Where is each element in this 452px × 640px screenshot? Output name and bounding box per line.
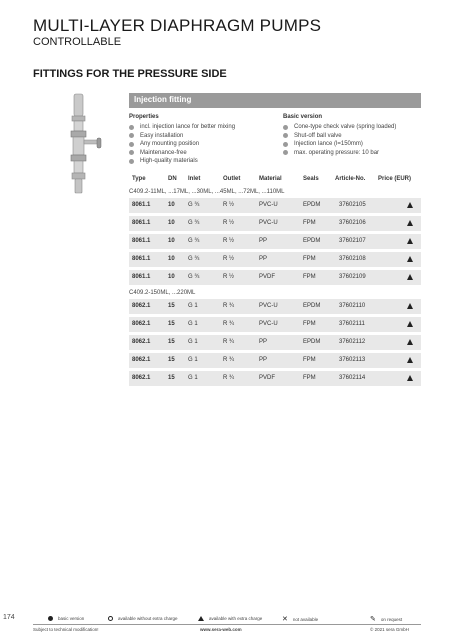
cell-seals: EPDM xyxy=(303,303,321,309)
header-inlet: Inlet xyxy=(188,176,201,182)
triangle-icon xyxy=(407,238,413,244)
list-item: incl. injection lance for better mixing xyxy=(129,123,235,132)
cell-inlet: G ¾ xyxy=(188,238,200,244)
section-title: FITTINGS FOR THE PRESSURE SIDE xyxy=(33,68,227,80)
table-row xyxy=(129,198,421,213)
legend-on-request: ✎ on request xyxy=(370,616,403,623)
cell-outlet: R ½ xyxy=(223,202,235,208)
triangle-icon xyxy=(407,202,413,208)
table-header xyxy=(129,176,421,186)
legend-basic-version: basic version xyxy=(48,616,84,621)
cell-outlet: R ¾ xyxy=(223,339,235,345)
basic-version-list xyxy=(283,123,396,157)
cell-dn: 15 xyxy=(168,357,175,363)
group-label: C409.2-150ML, ...220ML xyxy=(129,290,196,296)
cell-outlet: R ½ xyxy=(223,274,235,280)
cell-material: PVC-U xyxy=(259,220,278,226)
table-row xyxy=(129,353,421,368)
bullet-icon xyxy=(129,142,134,147)
product-banner: Injection fitting xyxy=(129,93,421,108)
cell-dn: 10 xyxy=(168,256,175,262)
injection-lance-icon xyxy=(60,92,108,197)
triangle-icon xyxy=(407,303,413,309)
cell-article: 37602109 xyxy=(339,274,366,280)
page-number: 174 xyxy=(3,614,15,621)
table-row xyxy=(129,270,421,285)
list-item: Injection lance (l=150mm) xyxy=(283,140,396,149)
triangle-icon xyxy=(407,274,413,280)
cell-type: 8062.1 xyxy=(132,357,151,363)
cell-type: 8062.1 xyxy=(132,321,151,327)
bullet-icon xyxy=(129,125,134,130)
list-item: Cone-type check valve (spring loaded) xyxy=(283,123,396,132)
table-row xyxy=(129,317,421,332)
cell-seals: FPM xyxy=(303,220,316,226)
cell-outlet: R ½ xyxy=(223,220,235,226)
cell-material: PP xyxy=(259,238,268,244)
properties-list xyxy=(129,123,235,166)
list-item: Shut-off ball valve xyxy=(283,132,396,141)
list-item: High-quality materials xyxy=(129,157,235,166)
list-item: Maintenance-free xyxy=(129,149,235,158)
cell-material: PP xyxy=(259,357,268,363)
cell-inlet: G ¾ xyxy=(188,202,200,208)
bullet-icon xyxy=(129,150,134,155)
header-price: Price (EUR) xyxy=(378,176,412,182)
cell-material: PP xyxy=(259,256,268,262)
cell-article: 37602105 xyxy=(339,202,366,208)
triangle-icon xyxy=(407,375,413,381)
cell-material: PVC-U xyxy=(259,321,278,327)
bullet-icon xyxy=(283,133,288,138)
cell-seals: EPDM xyxy=(303,238,321,244)
cell-outlet: R ¾ xyxy=(223,321,235,327)
cell-seals: EPDM xyxy=(303,202,321,208)
cell-type: 8062.1 xyxy=(132,375,151,381)
cell-seals: EPDM xyxy=(303,339,321,345)
cell-article: 37602111 xyxy=(339,321,365,327)
cross-icon: ✕ xyxy=(282,616,288,623)
footer-url[interactable]: www.sera-web.com xyxy=(200,627,242,632)
bullet-icon xyxy=(283,150,288,155)
cell-inlet: G 1 xyxy=(188,321,198,327)
cell-dn: 10 xyxy=(168,274,175,280)
table-row xyxy=(129,252,421,267)
cell-dn: 10 xyxy=(168,220,175,226)
triangle-icon xyxy=(198,616,204,621)
cell-type: 8061.1 xyxy=(132,274,151,280)
cell-material: PVC-U xyxy=(259,303,278,309)
footer-note: Subject to technical modification! xyxy=(33,627,99,632)
cell-inlet: G ¾ xyxy=(188,274,200,280)
open-circle-icon xyxy=(108,616,113,621)
header-article: Article-No. xyxy=(335,176,366,182)
cell-material: PVDF xyxy=(259,375,276,381)
triangle-icon xyxy=(407,220,413,226)
footer-divider xyxy=(33,624,421,625)
cell-type: 8062.1 xyxy=(132,339,151,345)
legend-extra-charge: available with extra charge xyxy=(198,616,262,621)
cell-dn: 15 xyxy=(168,339,175,345)
list-item: Easy installation xyxy=(129,132,235,141)
cell-dn: 15 xyxy=(168,303,175,309)
cell-article: 37602107 xyxy=(339,238,366,244)
cell-article: 37602112 xyxy=(339,339,366,345)
cell-inlet: G 1 xyxy=(188,303,198,309)
table-row xyxy=(129,335,421,350)
header-material: Material xyxy=(259,176,282,182)
cell-seals: FPM xyxy=(303,321,316,327)
cell-outlet: R ½ xyxy=(223,238,235,244)
triangle-icon xyxy=(407,256,413,262)
cell-type: 8061.1 xyxy=(132,220,151,226)
cell-inlet: G 1 xyxy=(188,375,198,381)
footer-copyright: © 2021 sera GmbH xyxy=(370,627,409,632)
triangle-icon xyxy=(407,357,413,363)
filled-circle-icon xyxy=(48,616,53,621)
header-type: Type xyxy=(132,176,146,182)
cell-dn: 15 xyxy=(168,321,175,327)
cell-type: 8061.1 xyxy=(132,202,151,208)
table-row xyxy=(129,299,421,314)
table-row xyxy=(129,216,421,231)
cell-inlet: G ¾ xyxy=(188,256,200,262)
properties-heading: Properties xyxy=(129,114,159,120)
legend-not-available: ✕ not available xyxy=(282,616,319,623)
cell-article: 37602110 xyxy=(339,303,366,309)
list-item: Any mounting position xyxy=(129,140,235,149)
cell-type: 8062.1 xyxy=(132,303,151,309)
cell-outlet: R ¾ xyxy=(223,303,235,309)
bullet-icon xyxy=(129,133,134,138)
header-outlet: Outlet xyxy=(223,176,241,182)
cell-outlet: R ½ xyxy=(223,256,235,262)
cell-article: 37602106 xyxy=(339,220,366,226)
cell-seals: FPM xyxy=(303,357,316,363)
cell-article: 37602108 xyxy=(339,256,366,262)
list-item: max. operating pressure: 10 bar xyxy=(283,149,396,158)
cell-inlet: G 1 xyxy=(188,357,198,363)
table-row xyxy=(129,371,421,386)
cell-type: 8061.1 xyxy=(132,256,151,262)
cell-outlet: R ¾ xyxy=(223,375,235,381)
cell-inlet: G ¾ xyxy=(188,220,200,226)
cell-material: PVDF xyxy=(259,274,276,280)
page-subtitle: CONTROLLABLE xyxy=(33,36,122,48)
triangle-icon xyxy=(407,321,413,327)
cell-outlet: R ¾ xyxy=(223,357,235,363)
page-title: MULTI-LAYER DIAPHRAGM PUMPS xyxy=(33,16,322,35)
triangle-icon xyxy=(407,339,413,345)
bullet-icon xyxy=(283,125,288,130)
cell-material: PVC-U xyxy=(259,202,278,208)
group-label: C409.2-11ML, ...17ML, ...30ML, ...45ML, ...72ML, ...110ML xyxy=(129,189,285,195)
cell-seals: FPM xyxy=(303,256,316,262)
bullet-icon xyxy=(283,142,288,147)
cell-seals: FPM xyxy=(303,274,316,280)
cell-dn: 15 xyxy=(168,375,175,381)
basic-version-heading: Basic version xyxy=(283,114,323,120)
cell-dn: 10 xyxy=(168,202,175,208)
cell-material: PP xyxy=(259,339,268,345)
cell-article: 37602114 xyxy=(339,375,366,381)
pen-icon: ✎ xyxy=(370,616,376,623)
table-row xyxy=(129,234,421,249)
cell-inlet: G 1 xyxy=(188,339,198,345)
header-seals: Seals xyxy=(303,176,319,182)
cell-type: 8061.1 xyxy=(132,238,151,244)
cell-article: 37602113 xyxy=(339,357,366,363)
bullet-icon xyxy=(129,159,134,164)
header-dn: DN xyxy=(168,176,177,182)
cell-seals: FPM xyxy=(303,375,316,381)
cell-dn: 10 xyxy=(168,238,175,244)
legend-without-charge: available without extra charge xyxy=(108,616,178,621)
